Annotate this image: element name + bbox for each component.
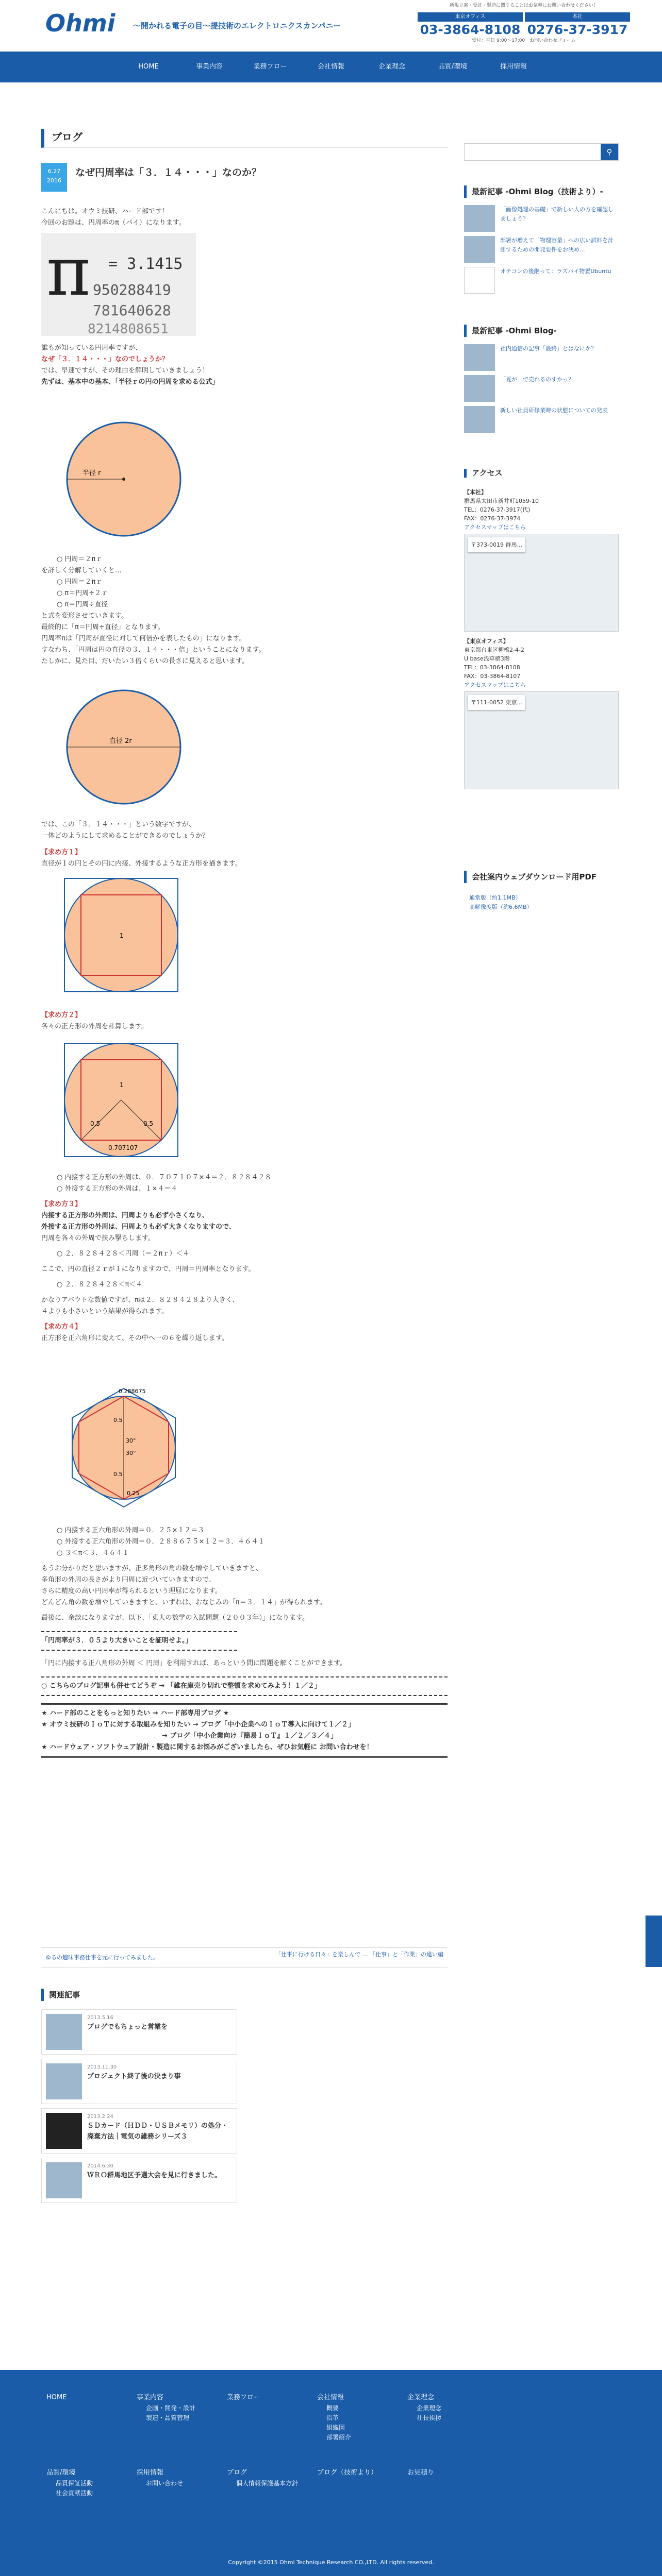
business-hours: 受付：平日 9:00〜17:00 お問い合わせフォーム (472, 38, 576, 43)
phone-number[interactable]: 0276-37-3917 (527, 22, 628, 37)
para: さらに精度の高い円周率が得られるという理屈になります。 (41, 1587, 222, 1595)
footer-col (317, 2393, 351, 2443)
promo-link[interactable]: ★ ハード部のことをもっと知りたい → ハード部専用ブログ ★ (41, 1709, 229, 1717)
footer-col (46, 2393, 67, 2403)
para: 各々の正方形の外周を計算します。 (41, 1023, 148, 1030)
prev-post-link[interactable]: ゆるの趣味事務仕事を元に行ってみました。 (45, 1954, 159, 1961)
page-top-button[interactable] (646, 1916, 662, 1967)
address-line: 東京都台東区柳橋2-4-2 (464, 647, 524, 653)
widget-title: 最新記事 -Ohmi Blog- (464, 325, 619, 337)
footer-sublink[interactable]: 企業理念 (417, 2404, 442, 2412)
para: どんどん角の数を増やしていきますと、いずれは、おなじみの「π＝３．１４」が得られます。 (41, 1599, 326, 1606)
formula-line: 最終的に「π＝円周÷直径」となります。 (41, 623, 164, 631)
recent-item[interactable] (464, 267, 619, 294)
footer-col (317, 2468, 377, 2479)
para: なぜ「３．１４・・・」なのでしょうか？ (41, 355, 169, 363)
recent-item[interactable] (464, 344, 619, 371)
svg-text:= 3.1415: = 3.1415 (108, 255, 183, 273)
quote-box (41, 1631, 237, 1651)
circle-radius-figure (62, 417, 186, 541)
footer-sublink[interactable]: 組織図 (326, 2424, 345, 2431)
map-card: 〒373-0019 群馬... (468, 537, 525, 552)
office-tokyo (418, 12, 523, 38)
search-box (464, 143, 619, 161)
para: 正方形を正六角形に変えて、その中へ一の６を繰り返します。 (41, 1334, 228, 1342)
widget-title: 会社案内ウェブダウンロード用PDF (464, 871, 619, 883)
promo-box (41, 1703, 448, 1758)
para: では、早速ですが、その理由を解明していきましょう！ (41, 367, 209, 375)
square-figure-1 (62, 876, 180, 994)
para: もうお分かりだと思いますが、正多角形の角の数を増やしていきますと、 (41, 1565, 263, 1572)
footer-col (407, 2468, 434, 2479)
label-side: 0.707107 (108, 1144, 138, 1151)
formula-line: ○ 円周＝２πｒ (57, 555, 103, 563)
para: 「円に内接する正八角形の外周 ＜ 円周」を利用すれば、あっという間に問題を解くことができます。 (41, 1659, 347, 1667)
para: 内接する正方形の外周は、円周よりも必ず小さくなり、 (41, 1212, 209, 1219)
nav-home[interactable]: HOME (138, 63, 159, 71)
footer-link[interactable]: 業務フロー (227, 2394, 261, 2401)
link-box (41, 1676, 448, 1696)
formula-line: すなわち、「円周は円の直径の３．１４・・・倍」ということになります。 (41, 646, 266, 654)
result-line: ○ ２．８２８４２８＜円周（＝２πｒ）＜４ (57, 1250, 190, 1258)
result-line: ○ ２．８２８４２８＜π＜４ (57, 1281, 143, 1289)
pi-digits-image (41, 233, 196, 336)
recent-link[interactable]: 「画像処理の基礎」で新しい人の方を確認しましょう？ (500, 206, 614, 222)
promo-link[interactable]: ★ オウミ技研のＩｏＴに対する取組みを知りたい → ブログ「中小企業へのＩｏＴ導入に向けて１／２」 (41, 1721, 355, 1728)
footer-sublink[interactable]: 社会貢献活動 (56, 2489, 93, 2497)
formula-line: と式を変形させていきます。 (41, 612, 128, 620)
footer-link[interactable]: HOME (46, 2394, 67, 2401)
post-date (41, 163, 67, 192)
recent-link[interactable]: 社内通信の記事「最終」とはなにか？ (500, 345, 597, 352)
footer-sublink[interactable]: 概要 (326, 2404, 339, 2412)
map-link[interactable]: アクセスマップはこちら (464, 524, 526, 531)
para: 今回のお題は、円周率のπ（パイ）になります。 (41, 219, 186, 227)
para: 円周を各々の外周で挟み撃ちします。 (41, 1234, 155, 1242)
post-pager (41, 1947, 448, 1968)
method-heading: 【求め方１】 (41, 849, 82, 856)
nav-business[interactable]: 事業内容 (195, 63, 223, 71)
result-line: ○ 外接する正方形の外周は、１×４＝４ (57, 1185, 178, 1193)
address-line: FAX：0276-37-3974 (464, 515, 521, 522)
footer-sublink[interactable]: 部署紹介 (326, 2433, 352, 2441)
formula-line: ○ π＝円周÷直径 (57, 601, 108, 608)
related-item[interactable] (41, 2009, 237, 2055)
svg-text:781640628: 781640628 (93, 302, 171, 319)
post-title: なぜ円周率は「３．１４・・・」なのか？ (75, 167, 262, 178)
footer-sublink[interactable]: お問い合わせ (146, 2479, 184, 2487)
label-1: 1 (120, 1081, 124, 1089)
nav-quality[interactable]: 品質/環境 (438, 63, 468, 71)
map-tokyo[interactable] (464, 691, 619, 789)
address-line: 群馬県太田市新井町1059-10 (464, 498, 539, 504)
formula-line: 円周率πは「円周が直径に対して何倍かを表したもの」になります。 (41, 635, 246, 642)
recent-item[interactable] (464, 236, 619, 263)
related-link[interactable]: ＳＤカード（ＨＤＤ・ＵＳＢメモリ）の処分・廃棄方法｜電気の雑務シリーズ３ (87, 2122, 228, 2141)
footer-col (137, 2468, 183, 2488)
para: 最後に、余談になりますが、以下、「東大の数学の入試問題（２００３年）」になります。 (41, 1614, 309, 1622)
formula-line: ○ 円周＝２πｒ (57, 578, 103, 586)
quote: 「円周率が３．０５より大きいことを証明せよ。」 (41, 1637, 192, 1645)
para: 外接する正方形の外周は、円周よりも必ず大きくなりますので、 (41, 1223, 236, 1231)
hq-label: 【本社】 (464, 489, 487, 496)
global-nav (0, 52, 662, 82)
related-date: 2013.5.16 (87, 2015, 113, 2021)
result-line: ○ 内接する正六角形の外周＝０．２５×１２＝３ (57, 1527, 205, 1534)
para: 先ずは、基本中の基本、「半径ｒの円の円周を求める公式」 (41, 378, 219, 386)
office-label: 東京オフィス (418, 12, 523, 22)
para: 誰もが知っている円周率ですが、 (41, 344, 142, 352)
formula-line: を詳しく分解していくと… (41, 567, 122, 574)
recent-item[interactable] (464, 375, 619, 402)
widget-title: アクセス (464, 469, 619, 478)
main-content (41, 129, 448, 2179)
recent-item[interactable] (464, 205, 619, 232)
footer-link[interactable]: 会社情報 (317, 2394, 344, 2401)
footer-sublink[interactable]: 製造・品質管理 (146, 2414, 190, 2421)
related-link[interactable]: ○ こちらのブログ記事も併せてどうぞ → 「雑在庫売り切れで整頓を求めてみよう！１／２」 (41, 1682, 321, 1690)
pdf-link[interactable]: 通常版（約1.1MB） (469, 894, 521, 901)
para: ここで、円の直径２ｒが１になりますので、円周＝円周率となります。 (41, 1265, 255, 1273)
pdf-link[interactable]: 高解像度版（約6.6MB） (469, 903, 533, 910)
related-item[interactable] (41, 2059, 237, 2104)
label-half: 0.5 (143, 1120, 154, 1127)
promo-link[interactable]: → ブログ「中小企業向け『簡易ＩｏＴ』１／２／３／４」 (41, 1732, 338, 1740)
related-date: 2014.6.30 (87, 2163, 113, 2169)
footer-sublink[interactable]: 社長挨拶 (417, 2414, 442, 2421)
map-hq[interactable] (464, 534, 619, 632)
site-footer (0, 2370, 662, 2576)
related-link[interactable]: ＷＲＯ群馬地区予選大会を見に行きました。 (87, 2172, 222, 2179)
label-half: 0.5 (113, 1471, 123, 1478)
map-card: 〒111-0052 東京... (468, 695, 525, 710)
footer-sublink[interactable]: 品質保証活動 (56, 2479, 93, 2487)
footer-link[interactable]: 事業内容 (137, 2394, 164, 2401)
recent-item[interactable] (464, 406, 619, 433)
hexagon-figure (62, 1386, 186, 1510)
para: 一体どのようにして求めることができるのでしょうか？ (41, 832, 209, 840)
header-info: 新規立案・受託・製造に関することはお気軽にお問い合わせください！ (449, 3, 598, 8)
para: かなりアバウトな数値ですが、πは２．８２８４２８より大きく、 (41, 1296, 239, 1304)
footer-link[interactable]: お見積り (407, 2469, 435, 2477)
tokyo-label: 【東京オフィス】 (464, 638, 509, 645)
svg-text:8214808651: 8214808651 (88, 321, 169, 336)
radius-label: 半径 r (82, 469, 101, 477)
related-date: 2013.11.30 (87, 2064, 117, 2070)
related-list (41, 2009, 237, 2207)
address-line: TEL：0276-37-3917(代) (464, 506, 531, 513)
footer-link[interactable]: ブログ（技術より） (317, 2469, 378, 2477)
related-title: 関連記事 (41, 1989, 80, 2001)
method-heading: 【求め方３】 (41, 1200, 82, 1208)
formula-line: たしかに、見た目、だいたい３倍くらいの長さに見えると思います。 (41, 657, 249, 665)
result-line: ○ 外接する正六角形の外周＝０．２８８６７５×１２＝３．４６４１ (57, 1538, 265, 1546)
related-item[interactable] (41, 2158, 237, 2203)
office-hq (525, 12, 630, 38)
search-icon[interactable]: ⚲ (601, 144, 618, 160)
para: 直径が１の円とその円に内接、外接するような正方形を描きます。 (41, 860, 242, 868)
related-link[interactable]: プロジェクト終了後の決まり事 (87, 2073, 181, 2080)
pi-image (41, 233, 196, 336)
svg-text:950288419: 950288419 (93, 281, 171, 298)
office-label: 本社 (525, 12, 630, 22)
para: 多角形の外周の長さがより円周に近づいていきますので、 (41, 1576, 216, 1584)
nav-flow[interactable]: 業務フロー (253, 63, 287, 71)
footer-link[interactable]: ブログ (227, 2469, 247, 2477)
widget-title: 最新記事 -Ohmi Blog（技術より）- (464, 185, 619, 198)
nav-recruit[interactable]: 採用情報 (500, 63, 527, 71)
recent-link[interactable]: オテコンの後継って：ラズパイ物置Ubuntu (500, 268, 611, 275)
method-heading: 【求め方４】 (41, 1323, 82, 1331)
nav-company[interactable]: 会社情報 (317, 63, 344, 71)
address-line: FAX：03-3864-8107 (464, 673, 521, 680)
footer-sublink[interactable]: 企画・開発・設計 (146, 2404, 196, 2412)
recent-link[interactable]: 新しい社員研修業時の状態についての発表 (500, 407, 608, 414)
phone-number[interactable]: 03-3864-8108 (420, 22, 521, 37)
para: こんにちは。オウミ技研、ハード部です！ (41, 208, 169, 215)
nav-philosophy[interactable]: 企業理念 (378, 63, 405, 71)
related-link[interactable]: ブログでもちょっと営業を (87, 2023, 168, 2031)
circle-diameter-figure (62, 685, 186, 809)
footer-col (227, 2393, 260, 2403)
result-line: ○ 内接する正方形の外周は、０．７０７１０７×４＝２．８２８４２８ (57, 1174, 272, 1181)
company-logo[interactable]: Ohmi (45, 9, 115, 37)
footer-link[interactable]: 品質/環境 (46, 2469, 76, 2477)
recent-link[interactable]: 「夏が」で売れるのすかっ？ (500, 376, 574, 383)
method-heading: 【求め方２】 (41, 1011, 82, 1019)
footer-col (137, 2393, 195, 2423)
related-date: 2013.2.24 (87, 2114, 113, 2120)
related-item[interactable] (41, 2108, 237, 2154)
recent-link[interactable]: 部署が増えて「物理容量」への広い試料を計測するための開発要件をお決め... (500, 237, 614, 253)
footer-link[interactable]: 企業理念 (407, 2394, 435, 2401)
footer-col (227, 2468, 298, 2488)
para: では、この「３．１４・・・」という数字ですが、 (41, 821, 196, 828)
label-quarter: 0.25 (127, 1490, 140, 1497)
section-title: ブログ (41, 129, 448, 148)
result-line: ○ ３＜π＜３．４６４１ (57, 1549, 129, 1557)
date-year: 2016 (47, 177, 61, 184)
footer-col (46, 2468, 93, 2498)
footer-link[interactable]: 採用情報 (137, 2469, 164, 2477)
footer-sublink[interactable]: 沿革 (326, 2414, 339, 2421)
label-hex-outer: 0.288675 (119, 1388, 146, 1395)
formula-line: ○ π＝円周÷２ｒ (57, 589, 108, 597)
tagline: 〜開かれる電子の目〜提技術のエレクトロニクスカンパニー (133, 21, 341, 30)
footer-sublink[interactable]: 個人情報保護基本方針 (236, 2479, 299, 2487)
svg-text:1: 1 (120, 932, 124, 939)
label-half: 0.5 (113, 1417, 123, 1423)
label-angle: 30° (126, 1437, 136, 1444)
label-angle: 30° (126, 1450, 136, 1456)
address-line: U base浅草橋3階 (464, 655, 510, 662)
footer-col (407, 2393, 441, 2423)
site-header (0, 0, 662, 52)
next-post-link[interactable]: 「仕事に行ける日々」を楽しんで … 「仕事」と「作業」の違い編 (275, 1951, 443, 1958)
para: ４よりも小さいという結果が得られます。 (41, 1308, 168, 1315)
svg-text:π: π (46, 233, 91, 311)
promo-link[interactable]: ★ ハードウェア・ソフトウェア設計・製造に関するお悩みがございましたら、ぜひお気軽に お問い合わせを！ (41, 1743, 373, 1751)
copyright: Copyright ©2015 Ohmi Technique Research CO.,LTD. All rights reserved. (228, 2559, 434, 2566)
square-figure-2 (62, 1041, 180, 1159)
address-line: TEL：03-3864-8108 (464, 664, 520, 671)
date-md: 6.27 (47, 168, 61, 175)
search-input[interactable] (465, 144, 599, 159)
diameter-label: 直径 2r (109, 737, 132, 745)
map-link[interactable]: アクセスマップはこちら (464, 682, 526, 688)
post-body (41, 206, 448, 2179)
label-half: 0.5 (90, 1120, 101, 1127)
